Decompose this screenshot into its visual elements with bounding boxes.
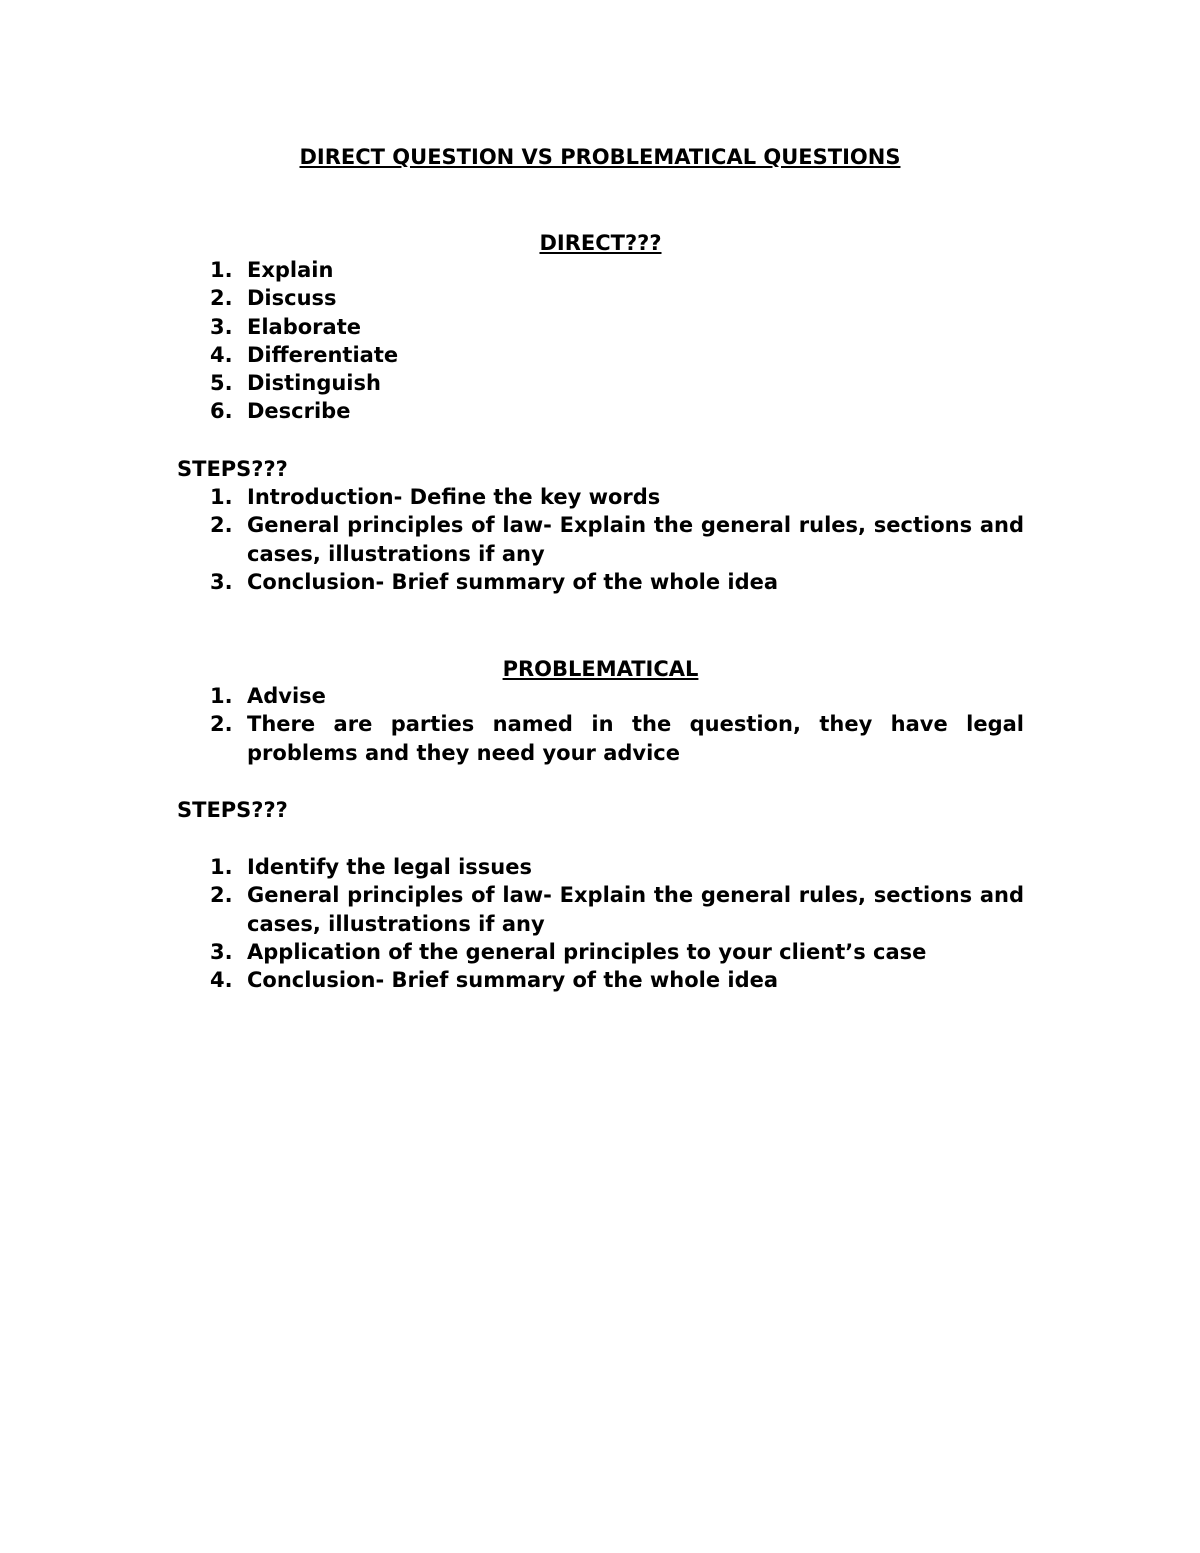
list-number: 2. bbox=[210, 712, 233, 737]
list-number: 2. bbox=[210, 883, 233, 908]
list-item bbox=[177, 313, 1024, 341]
list-number: 2. bbox=[210, 286, 233, 311]
list-text: Differentiate bbox=[247, 342, 399, 367]
problematical-heading: PROBLEMATICAL bbox=[502, 657, 699, 681]
direct-heading: DIRECT??? bbox=[539, 231, 662, 255]
list-text: Explain bbox=[247, 258, 334, 282]
list-item bbox=[177, 256, 1024, 284]
list-text: Describe bbox=[247, 399, 351, 424]
list-number: 5. bbox=[210, 371, 233, 396]
list-text: General principles of law- Explain the general rules, sections and cases, illustrations if any bbox=[247, 513, 1024, 566]
list-text: Discuss bbox=[247, 286, 337, 311]
list-text: Distinguish bbox=[247, 371, 381, 396]
list-text: General principles of law- Explain the general rules, sections and cases, illustrations if any bbox=[247, 883, 1024, 936]
list-number: 4. bbox=[210, 342, 233, 367]
problematical-steps-label: STEPS??? bbox=[177, 798, 288, 822]
document-title: DIRECT QUESTION VS PROBLEMATICAL QUESTIONS bbox=[299, 145, 901, 169]
list-number: 1. bbox=[210, 684, 233, 708]
list-number: 3. bbox=[210, 314, 233, 339]
list-number: 2. bbox=[210, 513, 233, 538]
list-item bbox=[177, 284, 1024, 312]
list-number: 3. bbox=[210, 939, 233, 964]
list-text: Identify the legal issues bbox=[247, 855, 532, 879]
list-item bbox=[177, 938, 1024, 966]
list-text: Application of the general principles to your client’s case bbox=[247, 939, 927, 964]
list-number: 1. bbox=[210, 258, 233, 282]
list-item bbox=[177, 853, 1024, 881]
problematical-steps-list bbox=[177, 853, 1024, 994]
problematical-list bbox=[177, 682, 1024, 767]
list-item bbox=[177, 568, 1024, 596]
direct-steps-list bbox=[177, 483, 1024, 596]
list-item bbox=[177, 483, 1024, 511]
list-text: Introduction- Define the key words bbox=[247, 485, 661, 509]
list-number: 6. bbox=[210, 399, 233, 424]
list-number: 1. bbox=[210, 485, 233, 509]
direct-steps-label: STEPS??? bbox=[177, 457, 288, 481]
list-number: 1. bbox=[210, 855, 233, 879]
list-item bbox=[177, 341, 1024, 369]
list-item bbox=[177, 682, 1024, 710]
direct-list bbox=[177, 256, 1024, 426]
list-text: Advise bbox=[247, 684, 326, 708]
list-item bbox=[177, 966, 1024, 994]
list-text: Elaborate bbox=[247, 314, 361, 339]
list-text: There are parties named in the question, they have legal problems and they need your advice bbox=[247, 712, 1024, 765]
list-item bbox=[177, 511, 1024, 568]
list-item bbox=[177, 881, 1024, 938]
list-number: 4. bbox=[210, 968, 233, 993]
list-item bbox=[177, 369, 1024, 397]
list-text: Conclusion- Brief summary of the whole idea bbox=[247, 968, 779, 993]
list-item bbox=[177, 397, 1024, 425]
list-item bbox=[177, 710, 1024, 767]
list-number: 3. bbox=[210, 569, 233, 594]
list-text: Conclusion- Brief summary of the whole idea bbox=[247, 569, 779, 594]
